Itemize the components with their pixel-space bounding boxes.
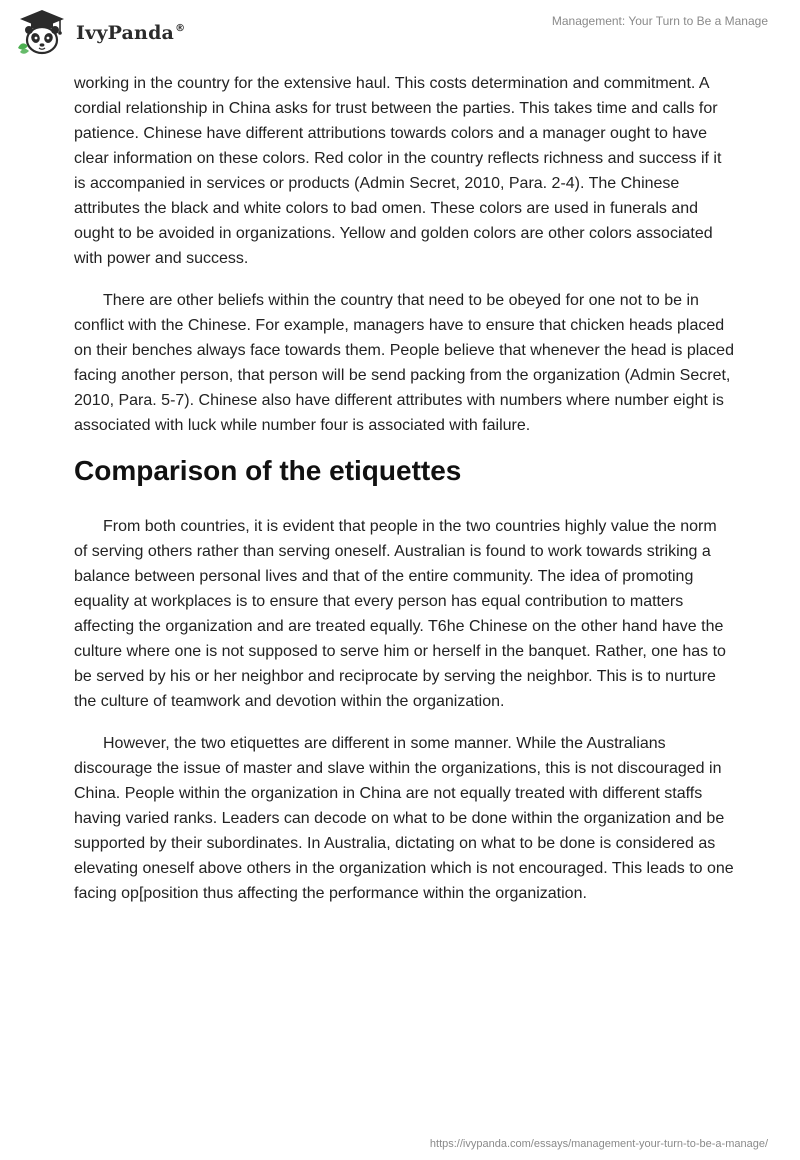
- brand-name: IvyPanda®: [76, 22, 186, 44]
- document-title: Management: Your Turn to Be a Manage: [551, 14, 768, 28]
- paragraph-similarities: From both countries, it is evident that people in the two countries highly value the norm of serving others rather than serving oneself. Australian is found to work towards striking a balance between personal lives and that of the entire community. The idea of promoting equality at workplaces is to ensure that every person has equal contribution to matters affecting the organization and are treated equally. T6he Chinese on the other hand have the culture where one is not supposed to serve him or herself in the banquet. Rather, one has to be served by his or her neighbor and reciprocate by serving the neighbor. This is to nurture the culture of teamwork and devotion within the organization.: [74, 518, 726, 710]
- paragraph-beliefs: There are other beliefs within the country that need to be obeyed for one not to be in conflict with the Chinese. For example, managers have to ensure that chicken heads placed on their benches always face towards them. People believe that whenever the head is placed facing another person, that person will be send packing from the organization (Admin Secret, 2010, Para. 5-7). Chinese also have different attributes with numbers where number eight is associated with luck while number four is associated with failure.: [74, 292, 734, 434]
- registered-mark: ®: [175, 23, 186, 34]
- section-heading: Comparison of the etiquettes: [74, 455, 462, 486]
- source-url[interactable]: https://ivypanda.com/essays/management-your-turn-to-be-a-manage/: [429, 1138, 768, 1150]
- essay-body: [74, 71, 734, 923]
- paragraph-colors: working in the country for the extensive haul. This costs determination and commitment. A cordial relationship in China asks for trust between the parties. This takes time and calls for patience. Chinese have different attributions towards colors and a manager ought to have clear information on these colors. Red color in the country reflects richness and success if it is accompanied in services or products (Admin Secret, 2010, Para. 2-4). The Chinese attributes the black and white colors to bad omen. These colors are used in funerals and ought to be avoided in organizations. Yellow and golden colors are other colors associated with power and success.: [74, 75, 722, 267]
- paragraph-differences: However, the two etiquettes are different in some manner. While the Australians discourage the issue of master and slave within the organizations, this is not discouraged in China. People within the organization in China are not equally treated with different staffs having varied ranks. Leaders can decode on what to be done within the organization and be supported by their subordinates. In Australia, dictating on what to be done is considered as elevating oneself above others in the organization which is not encouraged. This leads to one facing op[position thus affecting the performance within the organization.: [74, 735, 734, 902]
- brand-logo[interactable]: [14, 8, 185, 56]
- panda-graduate-icon: [14, 8, 70, 56]
- page-header: [0, 0, 800, 68]
